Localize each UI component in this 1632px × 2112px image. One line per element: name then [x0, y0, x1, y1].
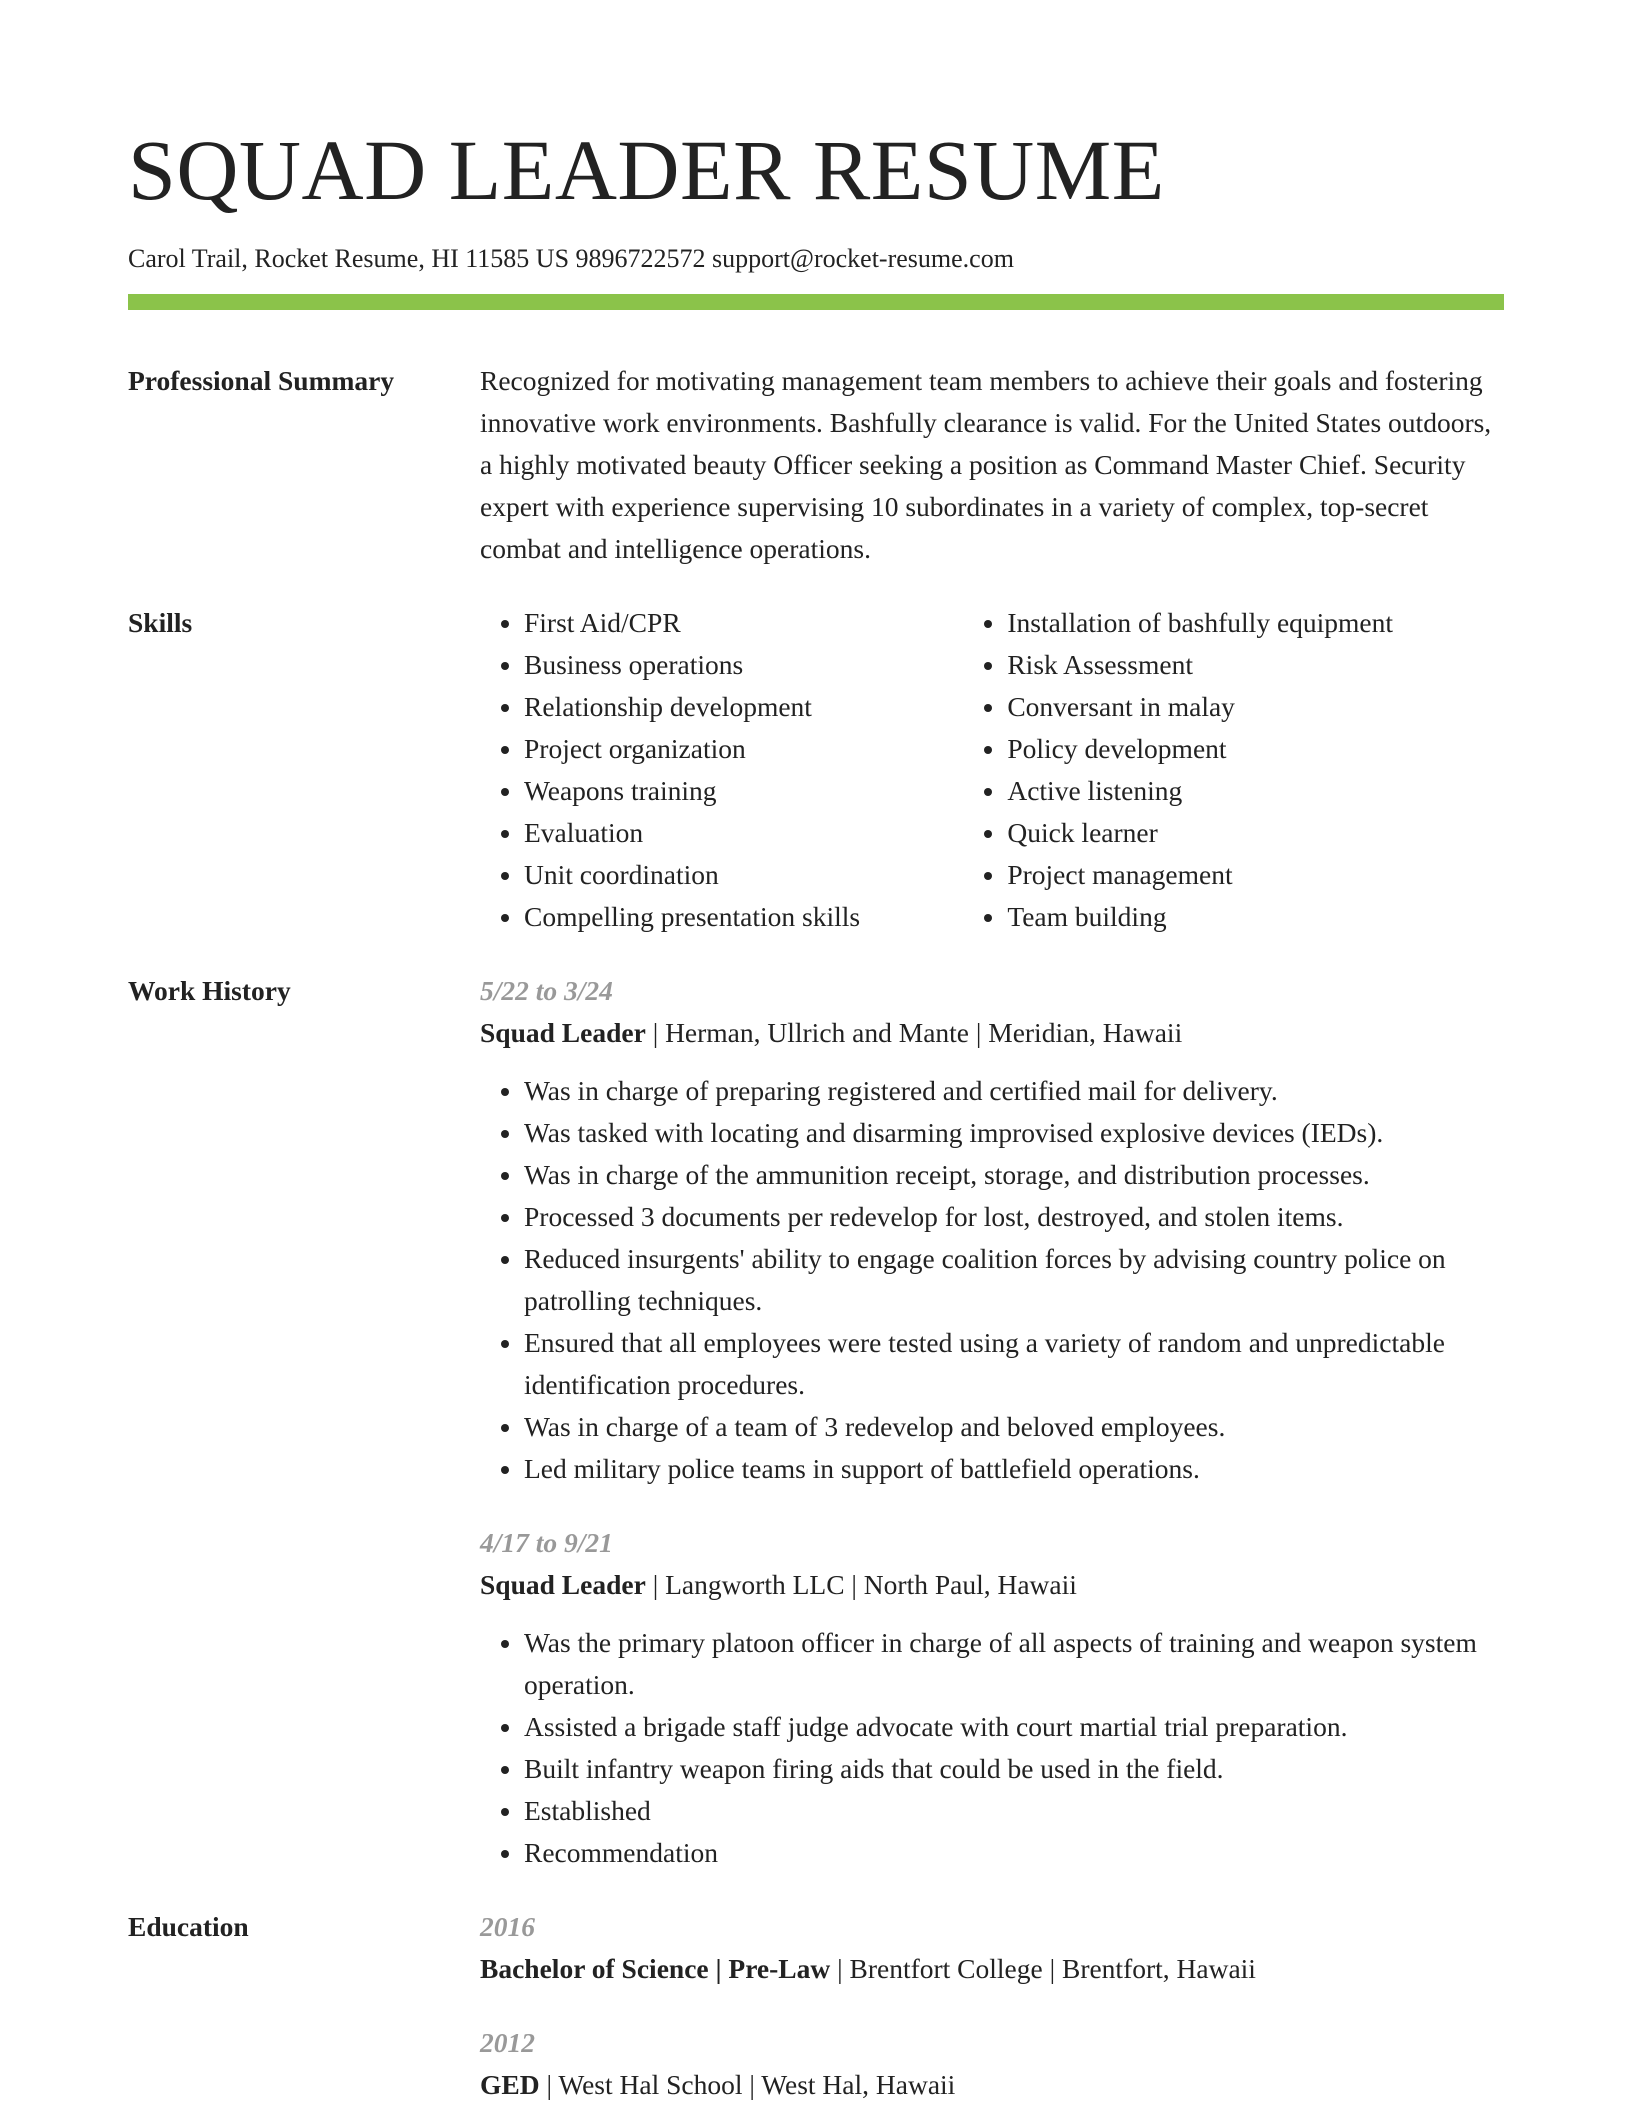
education-label: Education — [128, 1911, 249, 1942]
job-bullet: • Ensured that all employees were tested using a variety of random and unpredictable identification procedures. — [524, 1322, 1504, 1406]
education-entry — [480, 1906, 1504, 1990]
job-bullet: • Assisted a brigade staff judge advocate with court martial trial preparation. — [524, 1706, 1504, 1748]
header-divider — [128, 294, 1504, 310]
skill-item: • First Aid/CPR — [524, 602, 963, 644]
work-history-label: Work History — [128, 975, 291, 1006]
skills-grid — [480, 602, 1504, 938]
job-entry — [480, 1522, 1504, 1874]
contact-line: Carol Trail, Rocket Resume, HI 11585 US 9896722572 support@rocket-resume.com — [128, 244, 1014, 273]
job-bullet: • Recommendation — [524, 1832, 1504, 1874]
job-bullet: • Was in charge of preparing registered and certified mail for delivery. — [524, 1070, 1504, 1112]
skill-item: • Unit coordination — [524, 854, 963, 896]
education-degree: Bachelor of Science | Pre-Law — [480, 1953, 831, 1984]
skill-item: • Business operations — [524, 644, 963, 686]
summary-section — [128, 360, 1504, 570]
job-bullet: • Led military police teams in support of battlefield operations. — [524, 1448, 1504, 1490]
education-line — [480, 1948, 1504, 1990]
job-employer: | Herman, Ullrich and Mante | Meridian, Hawaii — [645, 1017, 1183, 1048]
education-section — [128, 1906, 1504, 2106]
job-entry — [480, 970, 1504, 1490]
job-bullets — [480, 1622, 1504, 1874]
job-title-line — [480, 1564, 1504, 1606]
job-bullets — [480, 1070, 1504, 1490]
skill-item: • Risk Assessment — [1007, 644, 1504, 686]
skill-item: • Conversant in malay — [1007, 686, 1504, 728]
job-employer: | Langworth LLC | North Paul, Hawaii — [645, 1569, 1077, 1600]
job-date: 5/22 to 3/24 — [480, 975, 613, 1006]
education-school: | West Hal School | West Hal, Hawaii — [539, 2069, 956, 2100]
skill-item: • Quick learner — [1007, 812, 1504, 854]
skills-list-right — [963, 602, 1504, 938]
work-history-section — [128, 970, 1504, 1874]
education-entry — [480, 2022, 1504, 2106]
skill-item: • Project management — [1007, 854, 1504, 896]
summary-label: Professional Summary — [128, 365, 395, 396]
skill-item: • Relationship development — [524, 686, 963, 728]
skills-label: Skills — [128, 607, 193, 638]
skill-item: • Active listening — [1007, 770, 1504, 812]
job-bullet: • Established — [524, 1790, 1504, 1832]
job-bullet: • Built infantry weapon firing aids that could be used in the field. — [524, 1748, 1504, 1790]
job-title: Squad Leader — [480, 1569, 646, 1600]
skills-section — [128, 602, 1504, 938]
job-bullet: • Was in charge of the ammunition receipt, storage, and distribution processes. — [524, 1154, 1504, 1196]
job-title: Squad Leader — [480, 1017, 646, 1048]
skill-item: • Compelling presentation skills — [524, 896, 963, 938]
job-bullet: • Reduced insurgents' ability to engage coalition forces by advising country police on patrolling techniques. — [524, 1238, 1504, 1322]
skill-item: • Policy development — [1007, 728, 1504, 770]
job-bullet: • Was tasked with locating and disarming improvised explosive devices (IEDs). — [524, 1112, 1504, 1154]
education-degree: GED — [480, 2069, 540, 2100]
skill-item: • Project organization — [524, 728, 963, 770]
education-list — [480, 1906, 1504, 2106]
skill-item: • Weapons training — [524, 770, 963, 812]
job-bullet: • Was the primary platoon officer in charge of all aspects of training and weapon system operation. — [524, 1622, 1504, 1706]
education-line — [480, 2064, 1504, 2106]
jobs-list — [480, 970, 1504, 1874]
summary-text: Recognized for motivating management team members to achieve their goals and fostering innovative work environments. Bashfully clearance is valid. For the United States outdoors, a highly motivated beauty Officer seeking a position as Command Master Chief. Security expert with experience supervising 10 subordinates in a variety of complex, top-secret combat and intelligence operations. — [480, 365, 1492, 564]
skill-item: • Team building — [1007, 896, 1504, 938]
skills-list-left — [480, 602, 963, 938]
education-date: 2016 — [480, 1911, 535, 1942]
skill-item: • Evaluation — [524, 812, 963, 854]
education-date: 2012 — [480, 2027, 535, 2058]
education-school: | Brentfort College | Brentfort, Hawaii — [830, 1953, 1256, 1984]
job-bullet: • Was in charge of a team of 3 redevelop and beloved employees. — [524, 1406, 1504, 1448]
job-title-line — [480, 1012, 1504, 1054]
skill-item: • Installation of bashfully equipment — [1007, 602, 1504, 644]
job-bullet: • Processed 3 documents per redevelop for lost, destroyed, and stolen items. — [524, 1196, 1504, 1238]
job-date: 4/17 to 9/21 — [480, 1527, 613, 1558]
resume-title: SQUAD LEADER RESUME — [128, 122, 1165, 218]
